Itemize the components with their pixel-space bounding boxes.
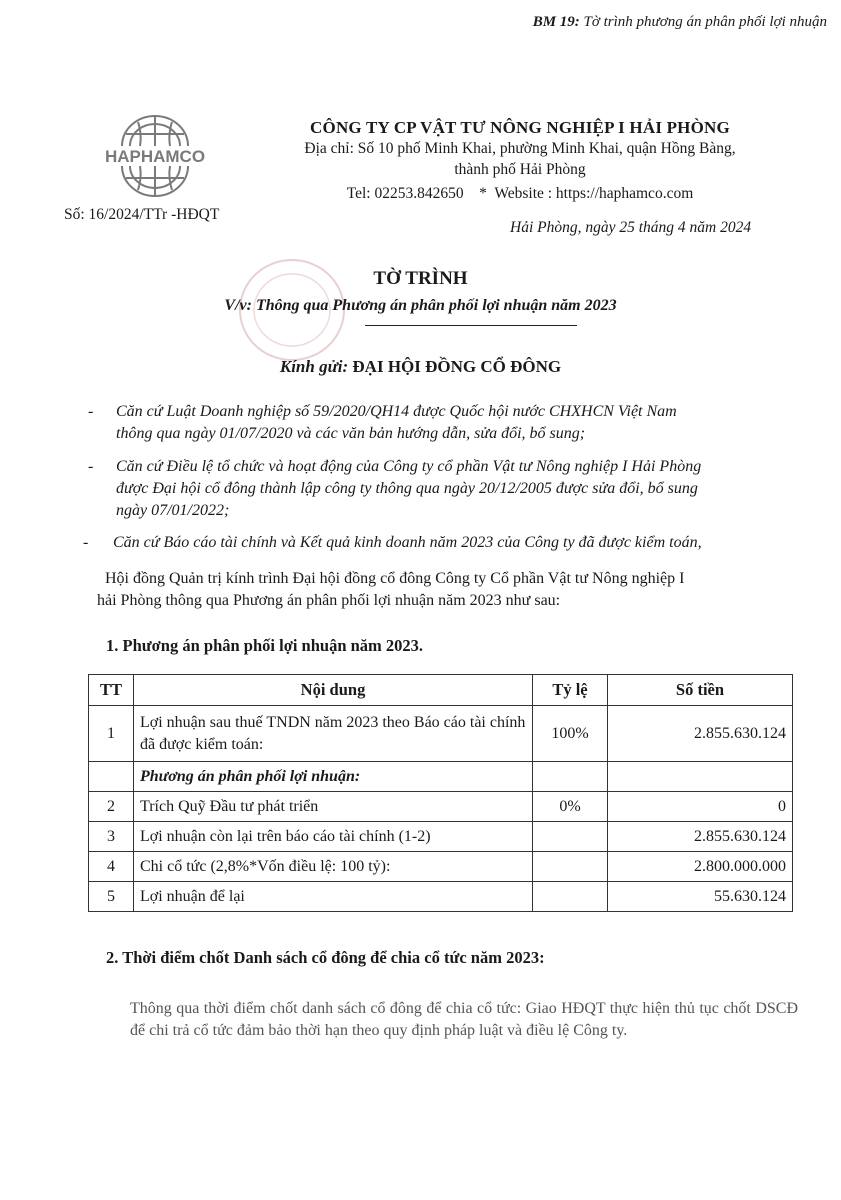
cell-content: Lợi nhuận để lại: [134, 882, 533, 912]
cell-amount: 0: [608, 792, 793, 822]
profit-distribution-table: [88, 674, 793, 912]
cell-content: Chi cổ tức (2,8%*Vốn điều lệ: 100 tỷ):: [134, 852, 533, 882]
cell-tt: 4: [89, 852, 134, 882]
table-row: [89, 706, 793, 762]
document-date: Hải Phòng, ngày 25 tháng 4 năm 2024: [510, 219, 752, 236]
intro-paragraph: [97, 568, 795, 612]
cell-amount: 2.800.000.000: [608, 852, 793, 882]
cell-rate: [533, 762, 608, 792]
basis-dash: -: [88, 458, 94, 475]
header-amount: Số tiền: [608, 675, 793, 706]
cell-content: Lợi nhuận còn lại trên báo cáo tài chính (1-2): [134, 822, 533, 852]
header-content: Nội dung: [134, 675, 533, 706]
cell-rate: [533, 822, 608, 852]
company-logo: [90, 110, 220, 200]
table-header-row: [89, 675, 793, 706]
basis-line: thông qua ngày 01/07/2020 và các văn bản hướng dẫn, sửa đổi, bổ sung;: [116, 425, 586, 442]
table-row: [89, 882, 793, 912]
cell-rate: 0%: [533, 792, 608, 822]
table-row: [89, 852, 793, 882]
header-rate: Tỷ lệ: [533, 675, 608, 706]
cell-rate: 100%: [533, 706, 608, 762]
section-1-heading: 1. Phương án phân phối lợi nhuận năm 2023.: [106, 636, 424, 655]
cell-content: Phương án phân phối lợi nhuận:: [134, 762, 533, 792]
basis-line: Căn cứ Luật Doanh nghiệp số 59/2020/QH14 được Quốc hội nước CHXHCN Việt Nam: [116, 403, 677, 420]
company-address-line1: Địa chỉ: Số 10 phố Minh Khai, phường Minh Khai, quận Hồng Bàng,: [304, 140, 736, 157]
company-header: [250, 118, 790, 203]
basis-dash: -: [83, 534, 89, 551]
company-tel-website: Tel: 02253.842650 * Website : https://haphamco.com: [346, 185, 694, 202]
cell-rate: [533, 852, 608, 882]
basis-item-3: [83, 532, 823, 554]
cell-amount: [608, 762, 793, 792]
salutation-recipient: ĐẠI HỘI ĐỒNG CỔ ĐÔNG: [352, 357, 562, 376]
cell-tt: 3: [89, 822, 134, 852]
cell-content: Lợi nhuận sau thuế TNDN năm 2023 theo Báo cáo tài chính đã được kiểm toán:: [134, 706, 533, 762]
header-tt: TT: [89, 675, 134, 706]
document-subject: V/v: Thông qua Phương án phân phối lợi nhuận năm 2023: [224, 297, 617, 314]
table-row: [89, 762, 793, 792]
section-2-heading: 2. Thời điểm chốt Danh sách cổ đông để chia cổ tức năm 2023:: [106, 948, 545, 967]
salutation: [0, 357, 841, 377]
document-number: Số: 16/2024/TTr -HĐQT: [64, 206, 220, 223]
subject-underline: [365, 325, 577, 326]
cell-content: Trích Quỹ Đầu tư phát triển: [134, 792, 533, 822]
basis-line: ngày 07/01/2022;: [116, 502, 230, 519]
form-code-text: Tờ trình phương án phân phối lợi nhuận: [583, 14, 827, 30]
intro-line2: hải Phòng thông qua Phương án phân phối lợi nhuận năm 2023 như sau:: [97, 592, 561, 609]
basis-line: Căn cứ Báo cáo tài chính và Kết quả kinh doanh năm 2023 của Công ty đã được kiểm toán,: [113, 534, 702, 551]
conclusion-paragraph: Thông qua thời điểm chốt danh sách cổ đông để chia cổ tức: Giao HĐQT thực hiện thủ tục chốt DSCĐ để chi trả cổ tức đảm bảo thời hạn theo quy định pháp luật và điều lệ Công ty.: [130, 1000, 798, 1039]
cell-tt: 2: [89, 792, 134, 822]
salutation-label: Kính gửi:: [279, 357, 349, 376]
basis-item-1: [88, 401, 808, 445]
document-title: TỜ TRÌNH: [373, 268, 468, 289]
table-row: [89, 792, 793, 822]
cell-amount: 55.630.124: [608, 882, 793, 912]
cell-tt: 1: [89, 706, 134, 762]
company-address-line2: thành phố Hải Phòng: [454, 161, 586, 178]
cell-tt: [89, 762, 134, 792]
form-code-prefix: BM 19:: [532, 14, 580, 30]
basis-item-2: [88, 456, 808, 522]
basis-dash: -: [88, 403, 94, 420]
table-row: [89, 822, 793, 852]
form-code: [533, 14, 827, 31]
intro-line1: Hội đồng Quản trị kính trình Đại hội đồng cổ đông Công ty Cổ phần Vật tư Nông nghiệp I: [105, 570, 685, 587]
cell-rate: [533, 882, 608, 912]
cell-amount: 2.855.630.124: [608, 706, 793, 762]
cell-amount: 2.855.630.124: [608, 822, 793, 852]
logo-text: HAPHAMCO: [104, 147, 206, 166]
basis-line: được Đại hội cổ đông thành lập công ty thông qua ngày 20/12/2005 được sửa đổi, bổ sung: [116, 480, 698, 497]
basis-line: Căn cứ Điều lệ tổ chức và hoạt động của Công ty cổ phần Vật tư Nông nghiệp I Hải Phòng: [116, 458, 702, 475]
company-name: CÔNG TY CP VẬT TƯ NÔNG NGHIỆP I HẢI PHÒNG: [310, 118, 730, 137]
cell-tt: 5: [89, 882, 134, 912]
